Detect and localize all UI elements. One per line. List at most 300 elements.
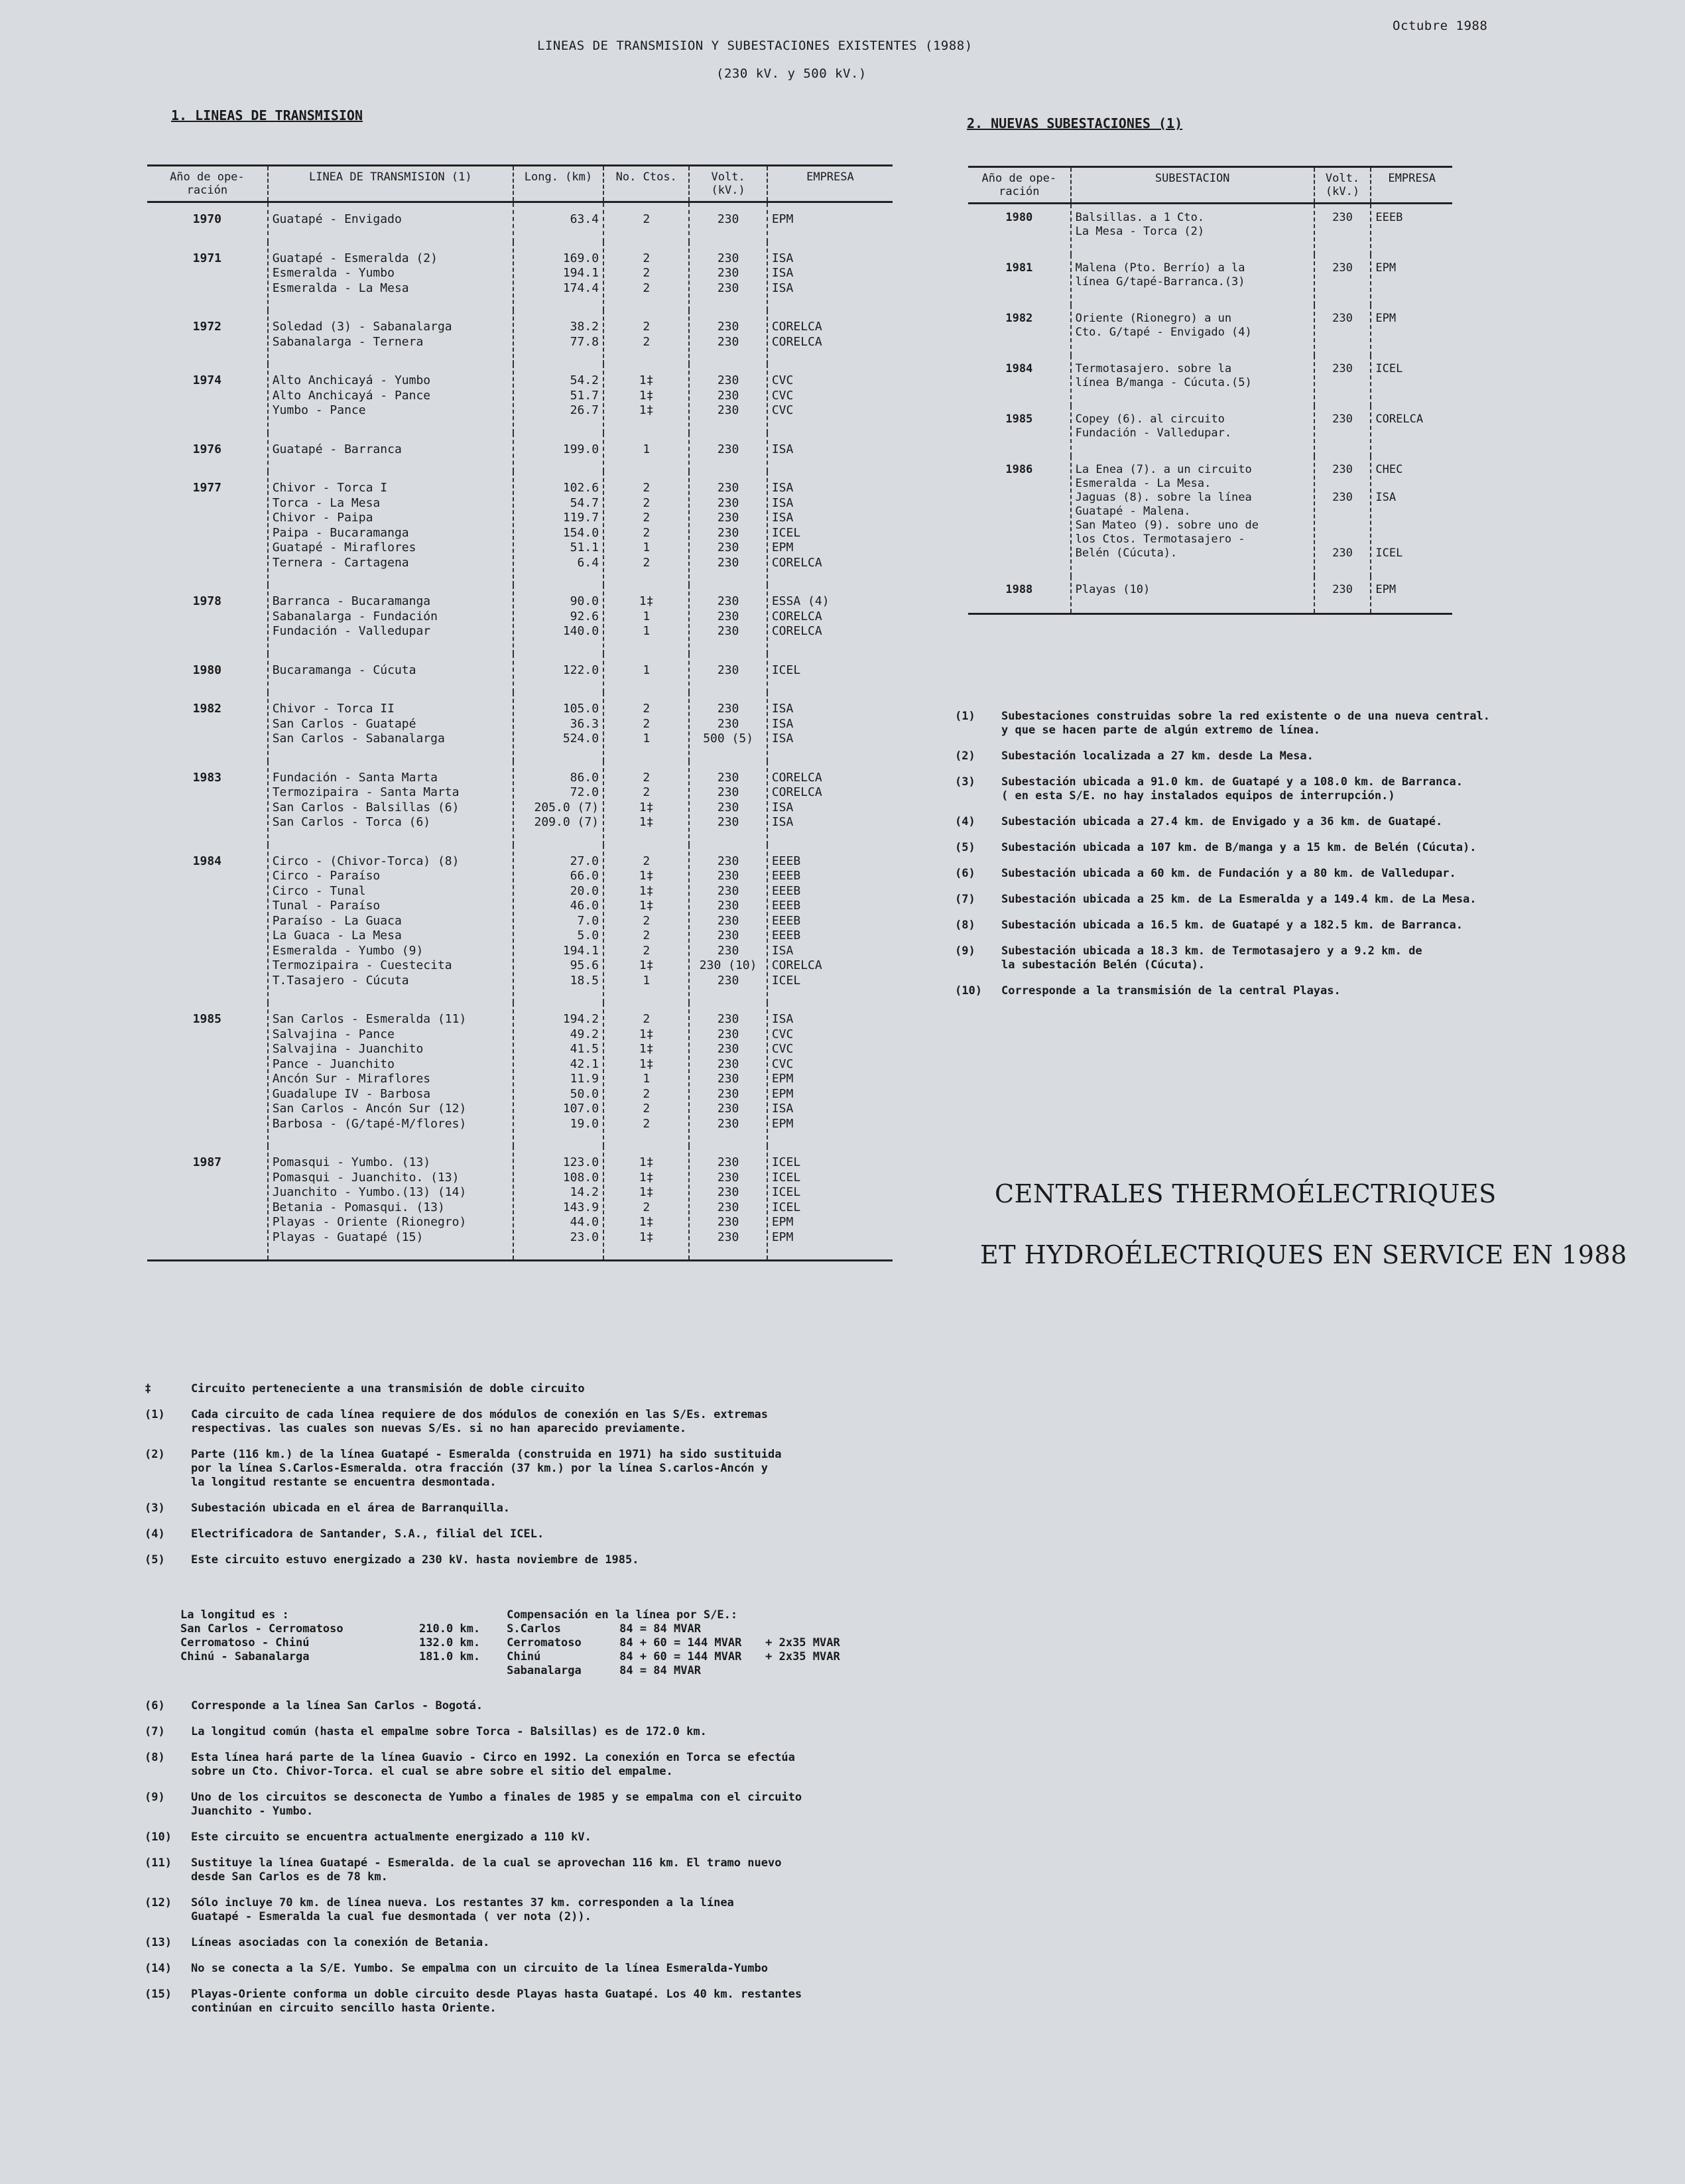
tx-long-cell <box>513 1146 603 1261</box>
sub-names-cell <box>1071 255 1314 305</box>
note-item <box>145 1831 927 1844</box>
tx-volt-cell <box>689 654 767 693</box>
tx-lines-value: San Carlos - Guatapé <box>272 716 416 731</box>
note5-length-value: 181.0 km. <box>419 1650 481 1663</box>
sub-names-value: línea B/manga - Cúcuta.(5) <box>1075 376 1252 389</box>
tx-emp-value: CVC <box>771 388 794 403</box>
sub-names-value: Oriente (Rionegro) a un <box>1075 312 1232 325</box>
tx-ctos-value: 2 <box>643 1200 651 1214</box>
sub-names-value: Jaguas (8). sobre la línea <box>1075 491 1252 504</box>
tx-emp-value: ISA <box>771 281 794 295</box>
tx-lines-value: Sabanalarga - Ternera <box>272 334 424 349</box>
tx-emp-cell <box>767 1003 893 1146</box>
tx-ctos-value: 2 <box>643 495 651 510</box>
tx-ctos-value: 1‡ <box>639 869 654 883</box>
note5-lengths <box>180 1608 480 1678</box>
tx-ctos-value: 2 <box>643 1116 651 1131</box>
sub-names-value: los Ctos. Termotasajero - <box>1075 533 1245 546</box>
tx-long-value: 54.2 <box>570 373 599 387</box>
note-key: (9) <box>145 1791 165 1804</box>
sub-volt-value: 230 <box>1332 491 1353 504</box>
tx-lines-value: Guatapé - Barranca <box>272 442 402 456</box>
note5-lengths-title: La longitud es : <box>180 1608 289 1622</box>
tx-ctos-value: 1‡ <box>639 899 654 913</box>
sub-emp-cell <box>1371 255 1452 305</box>
tx-ctos-value: 1‡ <box>639 1155 654 1169</box>
sub-volt-cell <box>1314 576 1371 614</box>
tx-ctos-value: 1‡ <box>639 594 654 608</box>
tx-volt-value: 230 <box>717 854 739 868</box>
sub-year: 1984 <box>1005 362 1033 375</box>
note-key: (10) <box>145 1831 172 1844</box>
sub-group-row <box>968 406 1452 456</box>
tx-ctos-value: 2 <box>643 212 651 226</box>
note-key: (2) <box>145 1448 165 1461</box>
note-key: (13) <box>145 1936 172 1949</box>
tx-long-value: 199.0 <box>562 442 599 456</box>
tx-ctos-value: 1 <box>643 541 651 554</box>
sub-names-value: Esmeralda - La Mesa. <box>1075 477 1212 490</box>
sub-volt-value <box>1319 519 1367 533</box>
sub-emp-cell <box>1371 576 1452 614</box>
tx-lines-value: San Carlos - Balsillas (6) <box>272 800 460 814</box>
sub-group-row <box>968 576 1452 614</box>
sub-volt-cell <box>1314 255 1371 305</box>
tx-ctos-value: 2 <box>643 281 651 295</box>
tx-emp-value: ISA <box>771 702 794 716</box>
tx-ctos-cell <box>603 433 689 472</box>
tx-group-row <box>147 585 893 654</box>
tx-ctos-value: 1‡ <box>639 1057 654 1071</box>
tx-ctos-cell <box>603 585 689 654</box>
tx-long-value: 54.7 <box>570 495 599 510</box>
tx-long-value: 6.4 <box>577 555 599 570</box>
sub-emp-cell <box>1371 406 1452 456</box>
tx-group-row <box>147 1146 893 1261</box>
note-item <box>955 749 1658 763</box>
sub-year: 1985 <box>1005 413 1033 426</box>
sub-emp-value <box>1375 533 1448 546</box>
tx-year: 1985 <box>192 1012 222 1026</box>
tx-ctos-value: 2 <box>643 1012 651 1026</box>
tx-lines-cell <box>268 1003 513 1146</box>
tx-long-value: 11.9 <box>570 1072 599 1086</box>
sub-year: 1986 <box>1005 463 1033 476</box>
tx-emp-value: ISA <box>771 815 794 829</box>
note5-compensation <box>507 1608 840 1678</box>
note-text: Subestación ubicada a 25 km. de La Esmeralda y a 149.4 km. de La Mesa. <box>1001 893 1477 906</box>
sub-names-cell <box>1071 406 1314 456</box>
tx-ctos-value: 1‡ <box>639 1230 654 1244</box>
tx-emp-value: CVC <box>771 403 794 417</box>
tx-emp-value: ISA <box>771 1102 794 1116</box>
tx-emp-value: ISA <box>771 251 794 265</box>
tx-long-cell <box>513 433 603 472</box>
note-text: Este circuito estuvo energizado a 230 kV. hasta noviembre de 1985. <box>191 1553 639 1567</box>
sub-year: 1988 <box>1005 583 1033 596</box>
note5-length-row <box>180 1622 480 1636</box>
tx-emp-value: EPM <box>771 541 794 554</box>
tx-emp-value: EPM <box>771 1230 794 1244</box>
tx-emp-value: CORELCA <box>771 334 822 349</box>
tx-long-value: 63.4 <box>570 212 599 226</box>
tx-volt-value: 230 <box>717 281 739 295</box>
tx-volt-value: 230 <box>717 1027 739 1041</box>
tx-volt-value: 230 <box>717 770 739 785</box>
tx-volt-value: 230 <box>717 973 739 988</box>
tx-long-value: 77.8 <box>570 334 599 349</box>
note-key: (14) <box>145 1962 172 1975</box>
tx-emp-value: CVC <box>771 373 794 387</box>
tx-group-row <box>147 845 893 1003</box>
tx-emp-value: CVC <box>771 1027 794 1041</box>
tx-volt-value: 230 <box>717 1057 739 1071</box>
tx-long-value: 50.0 <box>570 1086 599 1101</box>
tx-volt-value: 230 <box>717 1012 739 1026</box>
tx-emp-value: ESSA (4) <box>771 594 830 608</box>
tx-ctos-value: 2 <box>643 525 651 540</box>
tx-ctos-value: 1‡ <box>639 403 654 417</box>
tx-volt-value: 230 <box>717 373 739 387</box>
tx-lines-value: Chivor - Torca II <box>272 702 395 716</box>
tx-volt-cell <box>689 310 767 364</box>
tx-long-value: 194.2 <box>562 1012 599 1026</box>
tx-lines-value: Guatapé - Esmeralda (2) <box>272 251 438 265</box>
tx-volt-value: 230 <box>717 334 739 349</box>
tx-lines-cell <box>268 242 513 311</box>
note5-length-row <box>180 1650 480 1664</box>
tx-lines-value: San Carlos - Ancón Sur (12) <box>272 1102 467 1116</box>
sub-year: 1981 <box>1005 261 1033 275</box>
tx-long-value: 102.6 <box>562 481 599 495</box>
tx-long-value: 154.0 <box>562 525 599 540</box>
tx-header-0: Año de ope-ración <box>147 166 268 202</box>
tx-lines-value: Paipa - Bucaramanga <box>272 525 409 540</box>
sub-emp-value: CHEC <box>1375 463 1403 476</box>
tx-group-row <box>147 433 893 472</box>
tx-lines-value: Sabanalarga - Fundación <box>272 609 438 623</box>
sub-volt-value <box>1319 505 1367 519</box>
tx-ctos-value: 1‡ <box>639 1215 654 1229</box>
tx-lines-value: Pomasqui - Juanchito. (13) <box>272 1170 460 1185</box>
tx-long-value: 20.0 <box>570 883 599 898</box>
sub-names-cell <box>1071 456 1314 576</box>
note-text: Subestación localizada a 27 km. desde La Mesa. <box>1001 749 1314 763</box>
note-key: (9) <box>955 944 975 958</box>
tx-long-value: 107.0 <box>562 1102 599 1116</box>
transmission-table-wrap <box>147 164 893 1261</box>
tx-long-cell <box>513 472 603 585</box>
note-item <box>145 1382 927 1396</box>
tx-long-value: 41.5 <box>570 1042 599 1056</box>
transmission-notes <box>145 1382 927 1579</box>
tx-long-value: 108.0 <box>562 1170 599 1185</box>
note-text: Subestación ubicada a 27.4 km. de Envigado y a 36 km. de Guatapé. <box>1001 815 1443 828</box>
tx-ctos-value: 1 <box>643 609 651 623</box>
note-key: (8) <box>955 919 975 932</box>
tx-volt-value: 230 <box>717 800 739 814</box>
tx-year: 1980 <box>192 663 222 677</box>
note-text: No se conecta a la S/E. Yumbo. Se empalma con un circuito de la línea Esmeralda-Yumbo <box>191 1962 768 1975</box>
tx-ctos-value: 1‡ <box>639 388 654 403</box>
tx-group-row <box>147 202 893 242</box>
tx-emp-value: EPM <box>771 1086 794 1101</box>
sub-names-cell <box>1071 355 1314 406</box>
note5-compensation-title: Compensación en la línea por S/E.: <box>507 1608 738 1622</box>
sub-emp-value: ISA <box>1375 491 1397 504</box>
tx-ctos-value: 2 <box>643 770 651 785</box>
sub-year: 1982 <box>1005 312 1033 325</box>
tx-volt-value: 230 <box>717 525 739 540</box>
tx-group-row <box>147 242 893 311</box>
note-item <box>955 893 1658 907</box>
note-text: Parte (116 km.) de la línea Guatapé - Esmeralda (construida en 1971) ha sido sustituida por la línea S.Carlos-Esmeralda. otra fracción (37 km.) por la línea S.carlos-Ancón y la longitud restante se encuentra desmontada. <box>191 1448 782 1489</box>
note-item <box>145 1502 927 1515</box>
sub-names-value: Copey (6). al circuito <box>1075 413 1225 426</box>
note-text: Cada circuito de cada línea requiere de dos módulos de conexión en las S/Es. extremas respectivas. las cuales son nuevas S/Es. si no han aparecido previamente. <box>191 1408 768 1435</box>
tx-ctos-cell <box>603 242 689 311</box>
tx-ctos-value: 2 <box>643 1102 651 1116</box>
tx-emp-value: ISA <box>771 442 794 456</box>
tx-volt-value: 230 <box>717 212 739 226</box>
note5-comp-value: 84 + 60 = 144 MVAR <box>619 1636 742 1649</box>
note5-length-value: 132.0 km. <box>419 1636 481 1649</box>
tx-lines-value: Paraíso - La Guaca <box>272 913 402 928</box>
tx-emp-value: ICEL <box>771 1185 801 1199</box>
tx-emp-cell <box>767 692 893 761</box>
tx-lines-value: Esmeralda - Yumbo (9) <box>272 943 424 958</box>
tx-ctos-value: 2 <box>643 266 651 280</box>
document-date: Octubre 1988 <box>1393 19 1488 33</box>
tx-ctos-value: 1 <box>643 624 651 638</box>
tx-ctos-value: 1‡ <box>639 1170 654 1185</box>
tx-volt-value: 230 <box>717 1072 739 1086</box>
tx-long-cell <box>513 202 603 242</box>
tx-emp-value: ICEL <box>771 973 801 988</box>
tx-ctos-value: 1 <box>643 973 651 988</box>
tx-lines-value: Salvajina - Pance <box>272 1027 395 1041</box>
note-key: (5) <box>145 1553 165 1567</box>
tx-emp-value: ISA <box>771 511 794 525</box>
sub-emp-value: EEEB <box>1375 211 1403 224</box>
sub-emp-value: CORELCA <box>1375 413 1424 426</box>
tx-emp-value: ISA <box>771 732 794 745</box>
tx-volt-value: 230 <box>717 913 739 928</box>
sub-names-value: Belén (Cúcuta). <box>1075 546 1178 560</box>
tx-volt-value: 230 <box>717 869 739 883</box>
tx-volt-value: 230 <box>717 1200 739 1214</box>
tx-emp-cell <box>767 364 893 433</box>
substations-table <box>968 166 1452 615</box>
tx-long-value: 46.0 <box>570 899 599 913</box>
tx-emp-value: EEEB <box>771 913 801 928</box>
tx-lines-value: Torca - La Mesa <box>272 495 381 510</box>
tx-year: 1982 <box>192 702 222 716</box>
note5-length-segment: Chinú - Sabanalarga <box>180 1650 310 1663</box>
note-text: Electrificadora de Santander, S.A., filial del ICEL. <box>191 1527 544 1541</box>
tx-emp-cell <box>767 202 893 242</box>
tx-ctos-value: 2 <box>643 251 651 265</box>
tx-lines-value: Soledad (3) - Sabanalarga <box>272 320 452 334</box>
tx-volt-value: 230 <box>717 1102 739 1116</box>
tx-emp-cell <box>767 761 893 845</box>
tx-long-value: 86.0 <box>570 770 599 785</box>
tx-emp-value: EEEB <box>771 929 801 942</box>
section1-title: 1. LINEAS DE TRANSMISION <box>171 107 363 123</box>
tx-volt-value: 230 <box>717 1215 739 1229</box>
note-item <box>955 944 1658 972</box>
tx-ctos-value: 2 <box>643 1086 651 1101</box>
tx-long-value: 5.0 <box>577 929 599 942</box>
note-text: Subestación ubicada a 18.3 km. de Termotasajero y a 9.2 km. de la subestación Belén (Cúcuta). <box>1001 944 1422 972</box>
tx-volt-value: 230 <box>717 1230 739 1244</box>
tx-emp-value: CORELCA <box>771 609 822 623</box>
tx-long-value: 143.9 <box>562 1200 599 1214</box>
tx-header-1: LINEA DE TRANSMISION (1) <box>268 166 513 202</box>
tx-ctos-value: 2 <box>643 854 651 868</box>
tx-emp-value: ICEL <box>771 1200 801 1214</box>
tx-lines-cell <box>268 692 513 761</box>
tx-long-value: 92.6 <box>570 609 599 623</box>
tx-long-value: 72.0 <box>570 785 599 799</box>
tx-emp-value: CORELCA <box>771 320 822 334</box>
sub-names-cell <box>1071 576 1314 614</box>
note-key: (6) <box>145 1699 165 1712</box>
tx-volt-value: 230 <box>717 442 739 456</box>
sub-names-value: Playas (10) <box>1075 583 1151 596</box>
note-text: Corresponde a la transmisión de la central Playas. <box>1001 984 1341 997</box>
note5-comp-station: Cerromatoso <box>507 1636 582 1649</box>
tx-emp-value: CVC <box>771 1042 794 1056</box>
tx-long-value: 140.0 <box>562 624 599 638</box>
note-text: Uno de los circuitos se desconecta de Yumbo a finales de 1985 y se empalma con el circuito Juanchito - Yumbo. <box>191 1791 802 1818</box>
sub-emp-value: ICEL <box>1375 362 1403 375</box>
note-text: Líneas asociadas con la conexión de Betania. <box>191 1936 490 1949</box>
tx-emp-value: CVC <box>771 1057 794 1071</box>
note-key: (1) <box>955 710 975 723</box>
tx-lines-value: La Guaca - La Mesa <box>272 929 402 942</box>
tx-ctos-value: 1‡ <box>639 1027 654 1041</box>
sub-group-row <box>968 355 1452 406</box>
tx-lines-cell <box>268 364 513 433</box>
tx-ctos-value: 2 <box>643 481 651 495</box>
tx-long-value: 66.0 <box>570 869 599 883</box>
note-item <box>955 984 1658 998</box>
sub-names-value: La Mesa - Torca (2) <box>1075 225 1205 238</box>
tx-long-value: 524.0 <box>562 732 599 745</box>
tx-lines-value: Barranca - Bucaramanga <box>272 594 431 608</box>
sub-emp-cell <box>1371 204 1452 255</box>
sub-year: 1980 <box>1005 211 1033 224</box>
tx-lines-value: San Carlos - Esmeralda (11) <box>272 1012 467 1026</box>
tx-lines-value: Circo - (Chivor-Torca) (8) <box>272 854 460 868</box>
tx-ctos-cell <box>603 364 689 433</box>
document-subtitle: (230 kV. y 500 kV.) <box>716 66 867 81</box>
tx-long-value: 194.1 <box>562 266 599 280</box>
note-item <box>145 1751 927 1779</box>
note5-detail <box>180 1608 923 1678</box>
tx-long-value: 51.7 <box>570 388 599 403</box>
tx-ctos-value: 2 <box>643 913 651 928</box>
note-text: Subestación ubicada a 16.5 km. de Guatapé y a 182.5 km. de Barranca. <box>1001 919 1463 932</box>
tx-ctos-value: 2 <box>643 702 651 716</box>
tx-emp-value: EEEB <box>771 854 801 868</box>
tx-long-value: 18.5 <box>570 973 599 988</box>
tx-emp-value: ISA <box>771 481 794 495</box>
sub-volt-cell <box>1314 406 1371 456</box>
note-item <box>145 1408 927 1436</box>
tx-volt-cell <box>689 202 767 242</box>
tx-ctos-cell <box>603 761 689 845</box>
tx-lines-cell <box>268 585 513 654</box>
note5-comp-station: S.Carlos <box>507 1622 562 1636</box>
tx-year: 1978 <box>192 594 222 608</box>
tx-long-value: 174.4 <box>562 281 599 295</box>
transmission-notes-continued <box>145 1699 927 2027</box>
note-text: Corresponde a la línea San Carlos - Bogotá. <box>191 1699 483 1712</box>
tx-ctos-value: 2 <box>643 555 651 570</box>
tx-ctos-cell <box>603 472 689 585</box>
tx-emp-value: CORELCA <box>771 958 822 972</box>
tx-emp-value: ICEL <box>771 663 801 677</box>
tx-volt-value: 230 <box>717 815 739 829</box>
tx-ctos-value: 1‡ <box>639 1185 654 1199</box>
tx-ctos-value: 2 <box>643 943 651 958</box>
sub-volt-value: 230 <box>1332 583 1353 596</box>
note5-comp-row <box>507 1636 840 1650</box>
tx-volt-value: 230 <box>717 594 739 608</box>
tx-ctos-value: 1‡ <box>639 800 654 814</box>
tx-volt-value: 230 <box>717 388 739 403</box>
tx-header-4: Volt. (kV.) <box>689 166 767 202</box>
tx-long-value: 105.0 <box>562 702 599 716</box>
tx-volt-cell <box>689 585 767 654</box>
sub-emp-value <box>1375 519 1448 533</box>
sub-volt-value: 230 <box>1332 362 1353 375</box>
tx-lines-value: Alto Anchicayá - Yumbo <box>272 373 431 387</box>
tx-volt-cell <box>689 433 767 472</box>
tx-group-row <box>147 364 893 433</box>
sub-names-value: La Enea (7). a un circuito <box>1075 463 1252 476</box>
note-item <box>145 1988 927 2016</box>
tx-volt-value: 230 <box>717 785 739 799</box>
sub-emp-value: EPM <box>1375 583 1397 596</box>
note-key: (11) <box>145 1856 172 1870</box>
tx-volt-value: 230 <box>717 1116 739 1131</box>
tx-long-value: 26.7 <box>570 403 599 417</box>
sub-volt-cell <box>1314 204 1371 255</box>
note-key: (4) <box>145 1527 165 1541</box>
tx-ctos-value: 1 <box>643 1072 651 1086</box>
tx-lines-value: Playas - Oriente (Rionegro) <box>272 1215 467 1229</box>
note-item <box>955 815 1658 829</box>
tx-ctos-value: 1 <box>643 663 651 677</box>
tx-emp-value: ISA <box>771 1012 794 1026</box>
tx-long-value: 169.0 <box>562 251 599 265</box>
tx-lines-cell <box>268 761 513 845</box>
note5-comp-value: 84 + 60 = 144 MVAR <box>619 1650 742 1663</box>
tx-emp-value: EEEB <box>771 883 801 898</box>
tx-lines-value: Salvajina - Juanchito <box>272 1042 424 1056</box>
note-item <box>145 1962 927 1976</box>
tx-lines-value: Bucaramanga - Cúcuta <box>272 663 416 677</box>
tx-lines-value: Guadalupe IV - Barbosa <box>272 1086 431 1101</box>
tx-ctos-value: 1‡ <box>639 815 654 829</box>
tx-emp-value: EPM <box>771 1116 794 1131</box>
tx-lines-value: San Carlos - Sabanalarga <box>272 732 445 745</box>
tx-lines-cell <box>268 654 513 693</box>
tx-volt-value: 230 <box>717 1086 739 1101</box>
